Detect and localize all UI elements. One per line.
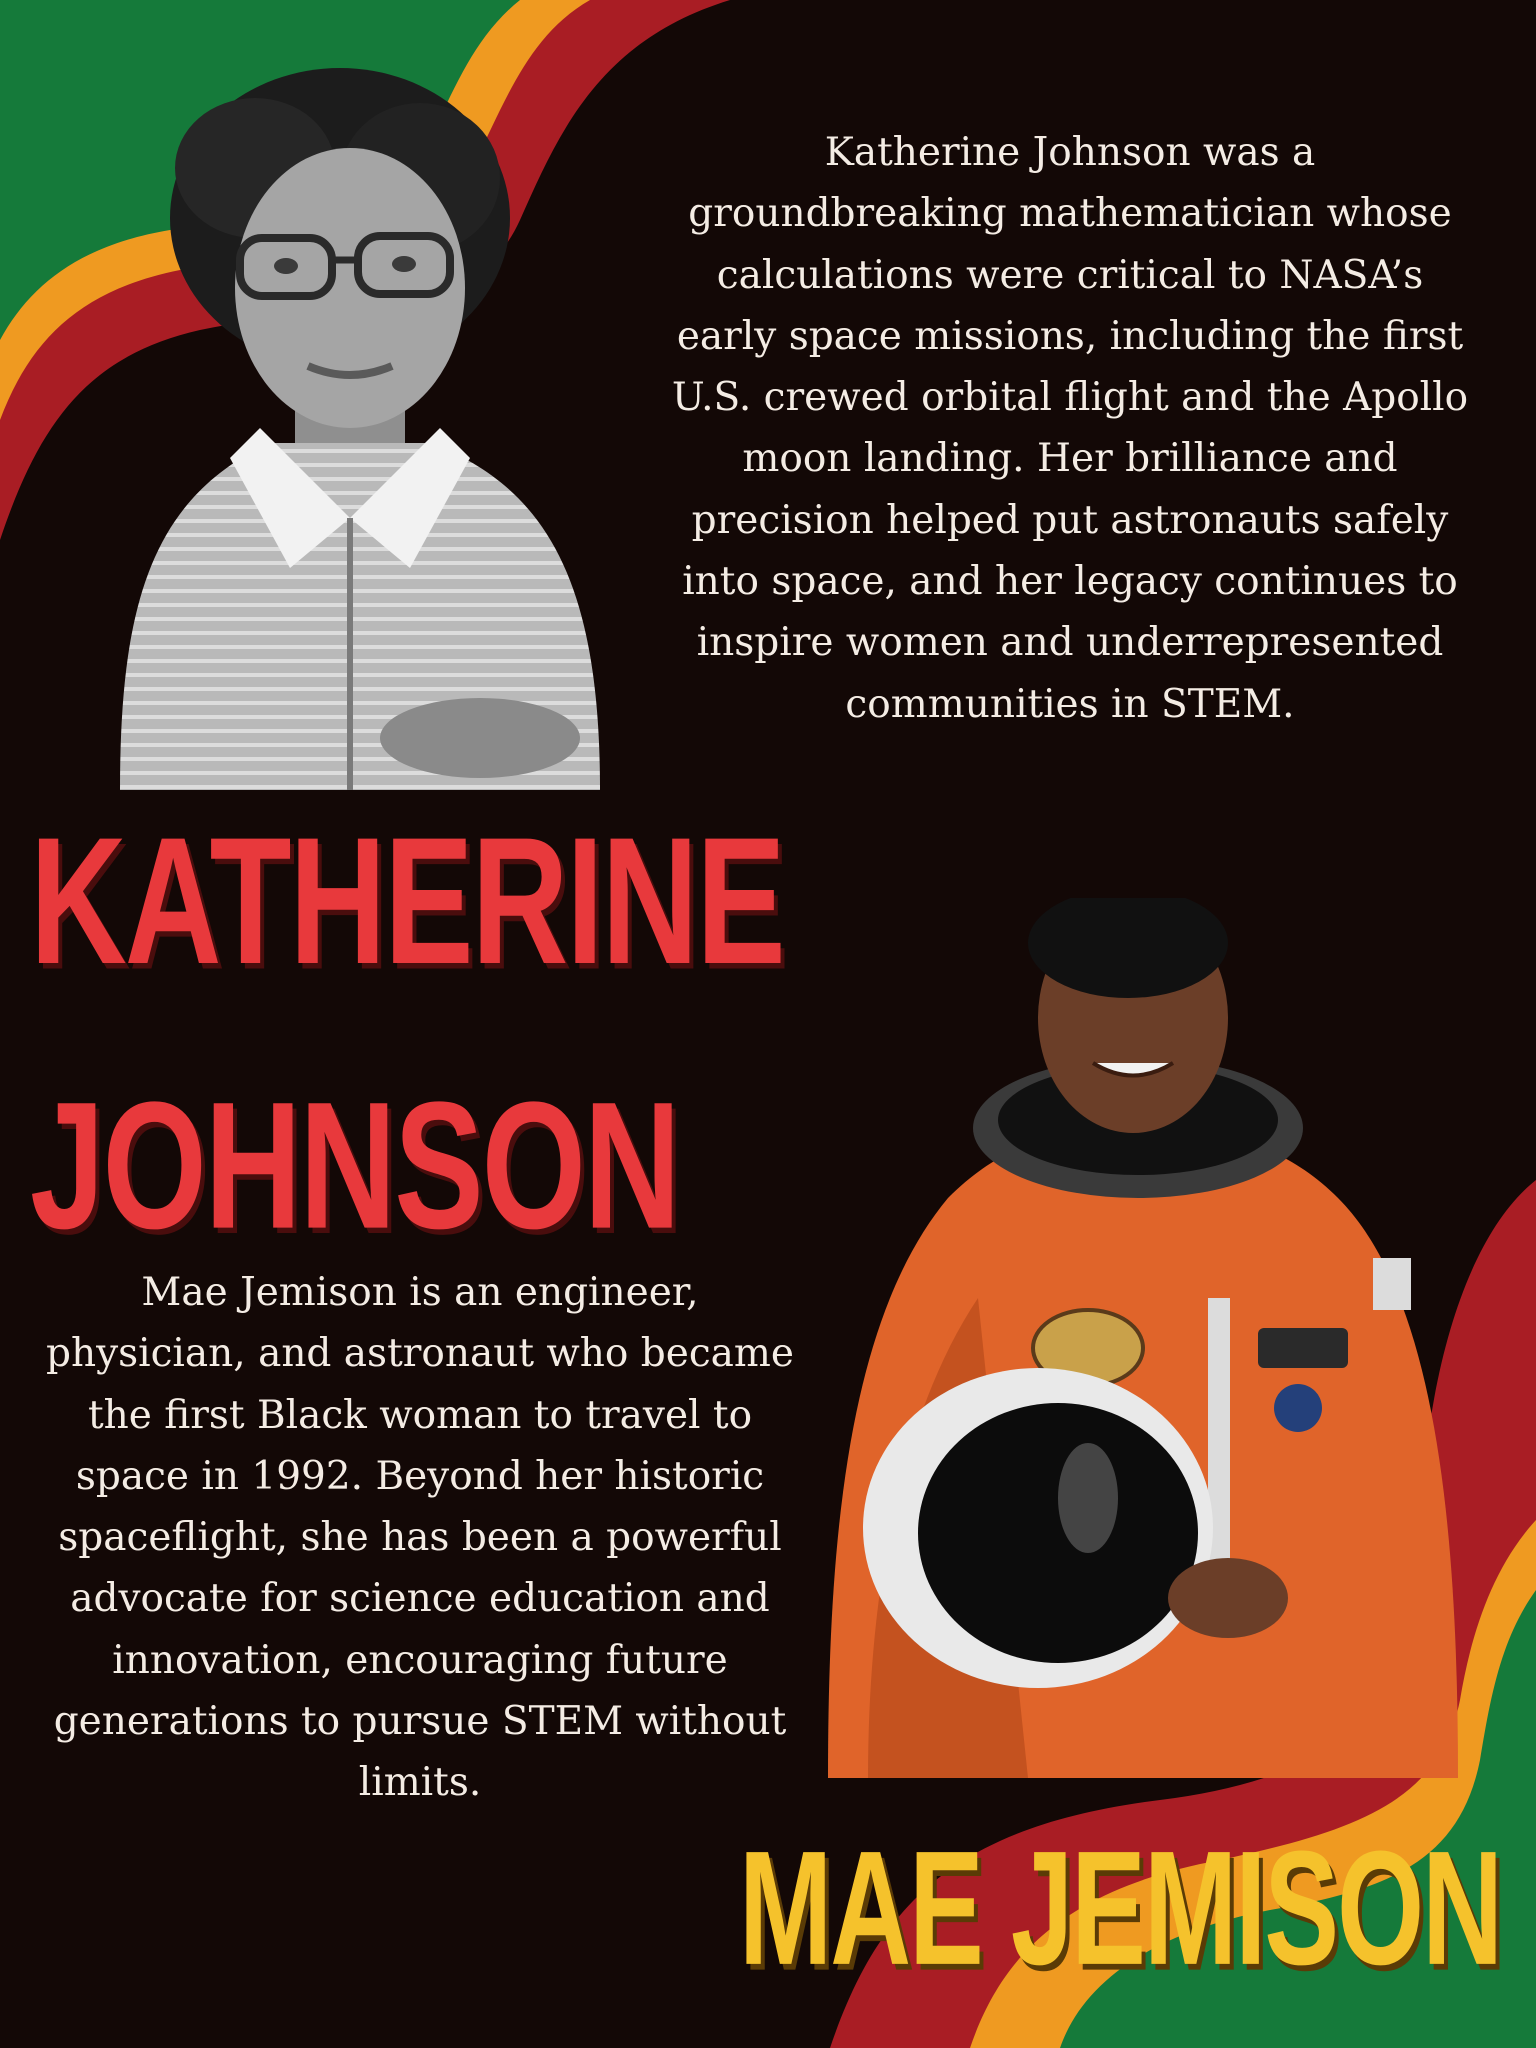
katherine-johnson-photo bbox=[80, 48, 646, 790]
astronaut-icon bbox=[808, 898, 1460, 1778]
mae-jemison-name: MAE JEMISON bbox=[738, 1817, 1502, 1999]
katherine-name-line2: JOHNSON bbox=[30, 1065, 679, 1267]
mae-jemison-photo bbox=[808, 898, 1460, 1778]
portrait-icon bbox=[80, 48, 646, 790]
katherine-johnson-bio: Katherine Johnson was a groundbreaking mathematician whose calculations were critical to NASA’s early space missions, including the first U.S. crewed orbital flight and the Apollo moon landing. Her brilliance and precision helped put astronauts safely into space, and her legacy continues to inspire women and underrepresented communities in STEM. bbox=[671, 130, 1469, 727]
katherine-name-line1: KATHERINE bbox=[30, 801, 784, 1003]
katherine-johnson-name bbox=[30, 770, 784, 1299]
mae-jemison-bio: Mae Jemison is an engineer, physician, and astronaut who became the first Black woman to travel to space in 1992. Beyond her historic spaceflight, she has been a powerful advocate for science education and innovation, encouraging future generations to pursue STEM without limits. bbox=[45, 1270, 794, 1806]
